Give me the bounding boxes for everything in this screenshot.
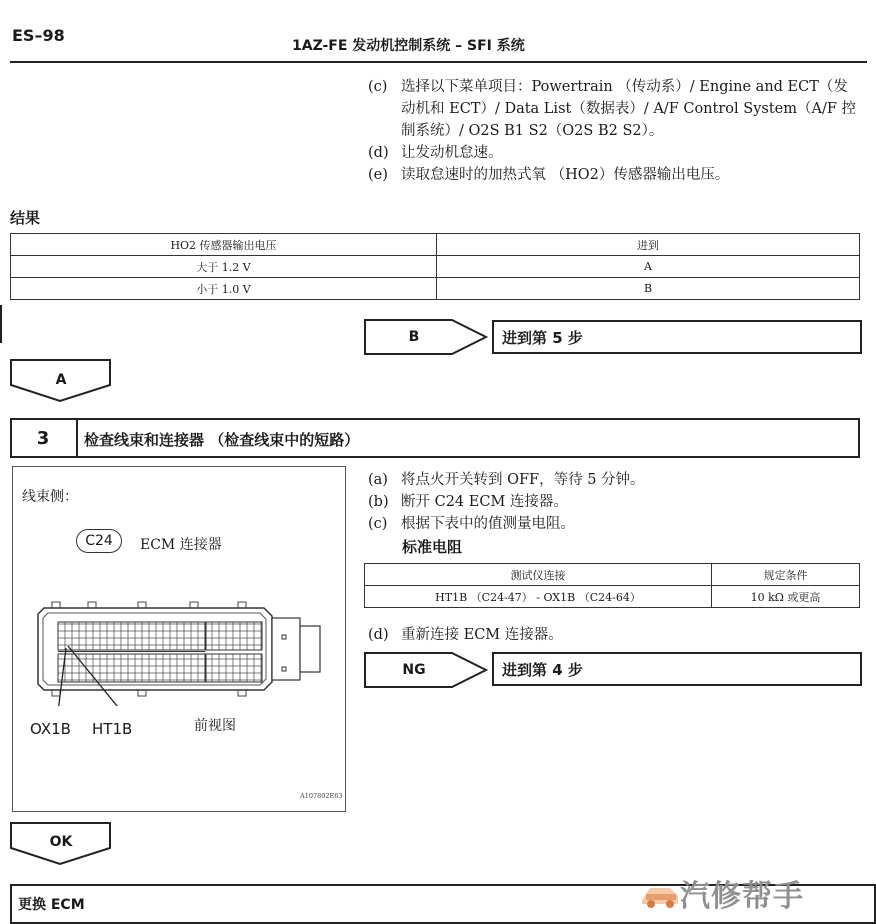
step-item xyxy=(368,624,856,646)
step-text: 读取怠速时的加热式氧 （HO2）传感器输出电压。 xyxy=(401,167,730,183)
step3-divider xyxy=(76,420,78,456)
final-action-text: 更换 ECM xyxy=(18,897,85,913)
ecm-connector-drawing xyxy=(30,596,330,706)
table-cell: 10 kΩ 或更高 xyxy=(712,586,860,608)
figure-side-label: 线束侧： xyxy=(22,489,78,505)
figure-view-label: 前视图 xyxy=(194,718,236,734)
table-header-cell: 进到 xyxy=(437,234,860,256)
step-item xyxy=(368,491,856,513)
step-item xyxy=(368,513,856,535)
step-text: 让发动机怠速。 xyxy=(401,145,503,161)
step-text: 重新连接 ECM 连接器。 xyxy=(401,627,563,643)
page-number: ES–98 xyxy=(12,26,65,45)
watermark xyxy=(640,871,804,915)
step-text: 选择以下菜单项目：Powertrain （传动系）/ Engine and ECT（发动机和 ECT）/ Data List（数据表）/ A/F Control System（A/F 控制系统）/ O2S B1 S2（O2S B2 S2）。 xyxy=(401,79,857,139)
standard-resistance-label: 标准电阻 xyxy=(402,538,463,556)
branch-b-target: 进到第 5 步 xyxy=(492,320,862,354)
branch-ng-label: NG xyxy=(402,662,426,678)
step-mark: (d) xyxy=(368,627,389,643)
connector-name: ECM 连接器 xyxy=(140,537,222,553)
table-cell: 小于 1.0 V xyxy=(11,278,437,300)
step3-title: 检查线束和连接器 （检查线束中的短路） xyxy=(84,431,360,449)
step-mark: (c) xyxy=(368,79,388,95)
step-text: 断开 C24 ECM 连接器。 xyxy=(401,494,568,510)
step-list-mid xyxy=(368,469,856,535)
step-item xyxy=(368,76,856,142)
step-text: 将点火开关转到 OFF，等待 5 分钟。 xyxy=(401,472,645,488)
pin-label-ox1b: OX1B xyxy=(30,720,71,738)
step-mark: (a) xyxy=(368,472,388,488)
table-row xyxy=(11,256,860,278)
step-mark: (b) xyxy=(368,494,389,510)
table-cell: A xyxy=(437,256,860,278)
table-header-cell: HO2 传感器输出电压 xyxy=(11,234,437,256)
step-list-d xyxy=(368,624,856,646)
result-table xyxy=(10,233,860,300)
branch-ng-target: 进到第 4 步 xyxy=(492,652,862,686)
table-header-cell: 测试仪连接 xyxy=(365,564,712,586)
step-mark: (c) xyxy=(368,516,388,532)
table-header-row xyxy=(11,234,860,256)
table-cell: B xyxy=(437,278,860,300)
branch-b-label: B xyxy=(408,329,420,345)
page-header-title: 1AZ-FE 发动机控制系统 – SFI 系统 xyxy=(292,38,525,54)
pin-label-ht1b: HT1B xyxy=(92,720,133,738)
step-text: 根据下表中的值测量电阻。 xyxy=(401,516,575,532)
step-item xyxy=(368,164,856,186)
connector-badge: C24 xyxy=(76,529,122,553)
table-row xyxy=(365,586,860,608)
step-mark: (d) xyxy=(368,145,389,161)
table-cell: HT1B （C24-47） - OX1B （C24-64） xyxy=(365,586,712,608)
figure-code: A107892E63 xyxy=(300,792,343,800)
table-row xyxy=(11,278,860,300)
table-header-cell: 规定条件 xyxy=(712,564,860,586)
step-item xyxy=(368,142,856,164)
branch-a-label: A xyxy=(55,372,67,388)
table-cell: 大于 1.2 V xyxy=(11,256,437,278)
step-mark: (e) xyxy=(368,167,388,183)
step-item xyxy=(368,469,856,491)
step3-number: 3 xyxy=(36,427,50,449)
result-label: 结果 xyxy=(10,209,41,227)
step-list-top xyxy=(368,76,856,186)
header-divider xyxy=(10,61,867,63)
table-header-row xyxy=(365,564,860,586)
watermark-text: 汽修帮手 xyxy=(680,879,804,914)
standard-resistance-table xyxy=(364,563,860,608)
branch-ok-label: OK xyxy=(49,834,73,850)
car-logo-icon xyxy=(640,876,680,910)
margin-mark xyxy=(0,305,2,343)
